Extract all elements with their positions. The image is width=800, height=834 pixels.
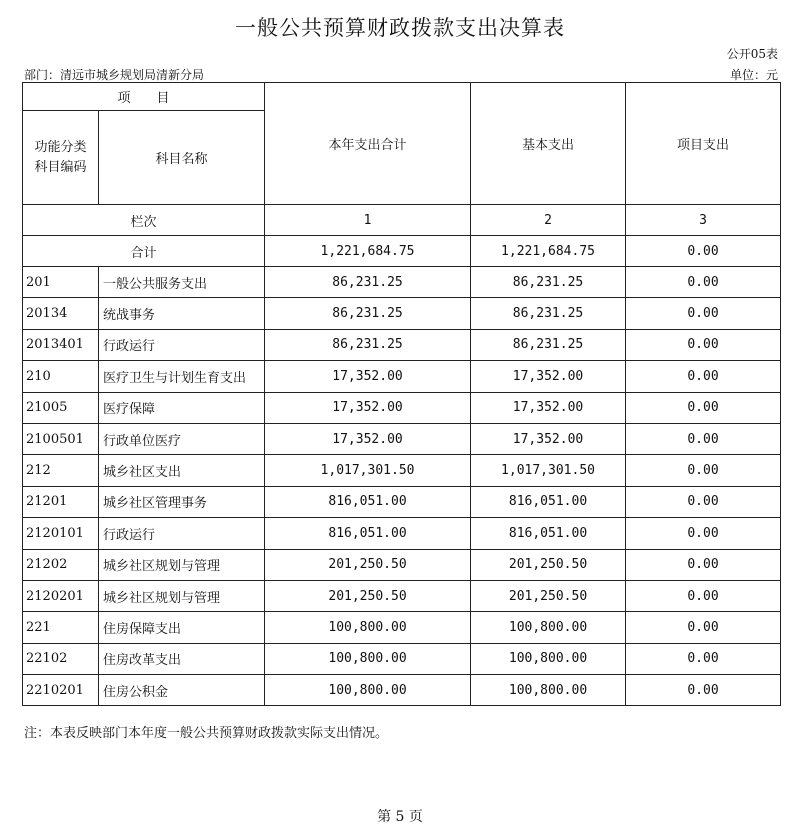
row-project: 0.00 (626, 675, 781, 706)
header-col-index: 栏次 (23, 205, 265, 236)
row-code: 2120101 (23, 518, 99, 549)
row-basic: 201,250.50 (471, 549, 626, 580)
table-row (23, 267, 781, 298)
row-project: 0.00 (626, 486, 781, 517)
row-project: 0.00 (626, 612, 781, 643)
row-total: 17,352.00 (265, 361, 471, 392)
row-name: 一般公共服务支出 (99, 267, 265, 298)
header-project: 项 目 (23, 83, 265, 111)
row-code: 21201 (23, 486, 99, 517)
totals-project: 0.00 (626, 236, 781, 267)
row-name: 住房公积金 (99, 675, 265, 706)
row-project: 0.00 (626, 361, 781, 392)
row-project: 0.00 (626, 455, 781, 486)
row-name: 住房保障支出 (99, 612, 265, 643)
row-project: 0.00 (626, 518, 781, 549)
table-row (23, 675, 781, 706)
row-basic: 100,800.00 (471, 675, 626, 706)
row-name: 城乡社区规划与管理 (99, 580, 265, 611)
table-row (23, 549, 781, 580)
row-name: 行政单位医疗 (99, 423, 265, 454)
row-code: 210 (23, 361, 99, 392)
row-basic: 86,231.25 (471, 267, 626, 298)
row-basic: 816,051.00 (471, 518, 626, 549)
table-row (23, 580, 781, 611)
row-total: 17,352.00 (265, 392, 471, 423)
row-basic: 100,800.00 (471, 643, 626, 674)
row-total: 100,800.00 (265, 643, 471, 674)
row-code: 201 (23, 267, 99, 298)
table-row (23, 329, 781, 360)
row-code: 221 (23, 612, 99, 643)
row-basic: 816,051.00 (471, 486, 626, 517)
totals-label: 合计 (23, 236, 265, 267)
row-code: 2120201 (23, 580, 99, 611)
table-row (23, 423, 781, 454)
header-basic: 基本支出 (471, 83, 626, 205)
row-code: 20134 (23, 298, 99, 329)
row-total: 1,017,301.50 (265, 455, 471, 486)
expenditure-table (22, 82, 781, 706)
row-name: 行政运行 (99, 329, 265, 360)
form-code: 公开05表 (726, 47, 778, 61)
row-name: 城乡社区规划与管理 (99, 549, 265, 580)
row-name: 医疗卫生与计划生育支出 (99, 361, 265, 392)
row-basic: 201,250.50 (471, 580, 626, 611)
table-row (23, 643, 781, 674)
row-total: 201,250.50 (265, 549, 471, 580)
row-total: 816,051.00 (265, 486, 471, 517)
table-row (23, 298, 781, 329)
row-project: 0.00 (626, 298, 781, 329)
department-label: 部门：清远市城乡规划局清新分局 (24, 68, 205, 82)
row-total: 100,800.00 (265, 675, 471, 706)
table-row (23, 361, 781, 392)
row-code: 2100501 (23, 423, 99, 454)
totals-row (23, 236, 781, 267)
row-code: 2210201 (23, 675, 99, 706)
row-code: 2013401 (23, 329, 99, 360)
row-basic: 17,352.00 (471, 361, 626, 392)
table-row (23, 518, 781, 549)
row-total: 816,051.00 (265, 518, 471, 549)
header-subject-name: 科目名称 (99, 111, 265, 205)
unit-label: 单位：元 (729, 68, 778, 82)
row-project: 0.00 (626, 580, 781, 611)
row-name: 医疗保障 (99, 392, 265, 423)
row-total: 201,250.50 (265, 580, 471, 611)
row-name: 城乡社区支出 (99, 455, 265, 486)
row-total: 100,800.00 (265, 612, 471, 643)
row-total: 86,231.25 (265, 298, 471, 329)
table-row (23, 612, 781, 643)
page-title: 一般公共预算财政拨款支出决算表 (235, 16, 565, 40)
row-name: 行政运行 (99, 518, 265, 549)
row-code: 21005 (23, 392, 99, 423)
col-index-2: 2 (471, 205, 626, 236)
row-total: 86,231.25 (265, 267, 471, 298)
row-project: 0.00 (626, 329, 781, 360)
footnote: 注：本表反映部门本年度一般公共预算财政拨款实际支出情况。 (24, 726, 389, 741)
table-row (23, 392, 781, 423)
page-number: 第 5 页 (377, 809, 423, 825)
row-project: 0.00 (626, 392, 781, 423)
row-basic: 86,231.25 (471, 298, 626, 329)
row-project: 0.00 (626, 643, 781, 674)
row-name: 住房改革支出 (99, 643, 265, 674)
row-code: 212 (23, 455, 99, 486)
row-total: 17,352.00 (265, 423, 471, 454)
row-basic: 1,017,301.50 (471, 455, 626, 486)
row-project: 0.00 (626, 423, 781, 454)
col-index-3: 3 (626, 205, 781, 236)
table-row (23, 486, 781, 517)
row-name: 城乡社区管理事务 (99, 486, 265, 517)
totals-basic: 1,221,684.75 (471, 236, 626, 267)
row-total: 86,231.25 (265, 329, 471, 360)
table-row (23, 455, 781, 486)
row-code: 21202 (23, 549, 99, 580)
header-project-expense: 项目支出 (626, 83, 781, 205)
row-basic: 17,352.00 (471, 392, 626, 423)
row-project: 0.00 (626, 267, 781, 298)
row-code: 22102 (23, 643, 99, 674)
row-name: 统战事务 (99, 298, 265, 329)
row-project: 0.00 (626, 549, 781, 580)
row-basic: 100,800.00 (471, 612, 626, 643)
row-basic: 86,231.25 (471, 329, 626, 360)
col-index-1: 1 (265, 205, 471, 236)
row-basic: 17,352.00 (471, 423, 626, 454)
totals-total: 1,221,684.75 (265, 236, 471, 267)
header-total: 本年支出合计 (265, 83, 471, 205)
header-func-code: 功能分类 科目编码 (23, 111, 99, 205)
